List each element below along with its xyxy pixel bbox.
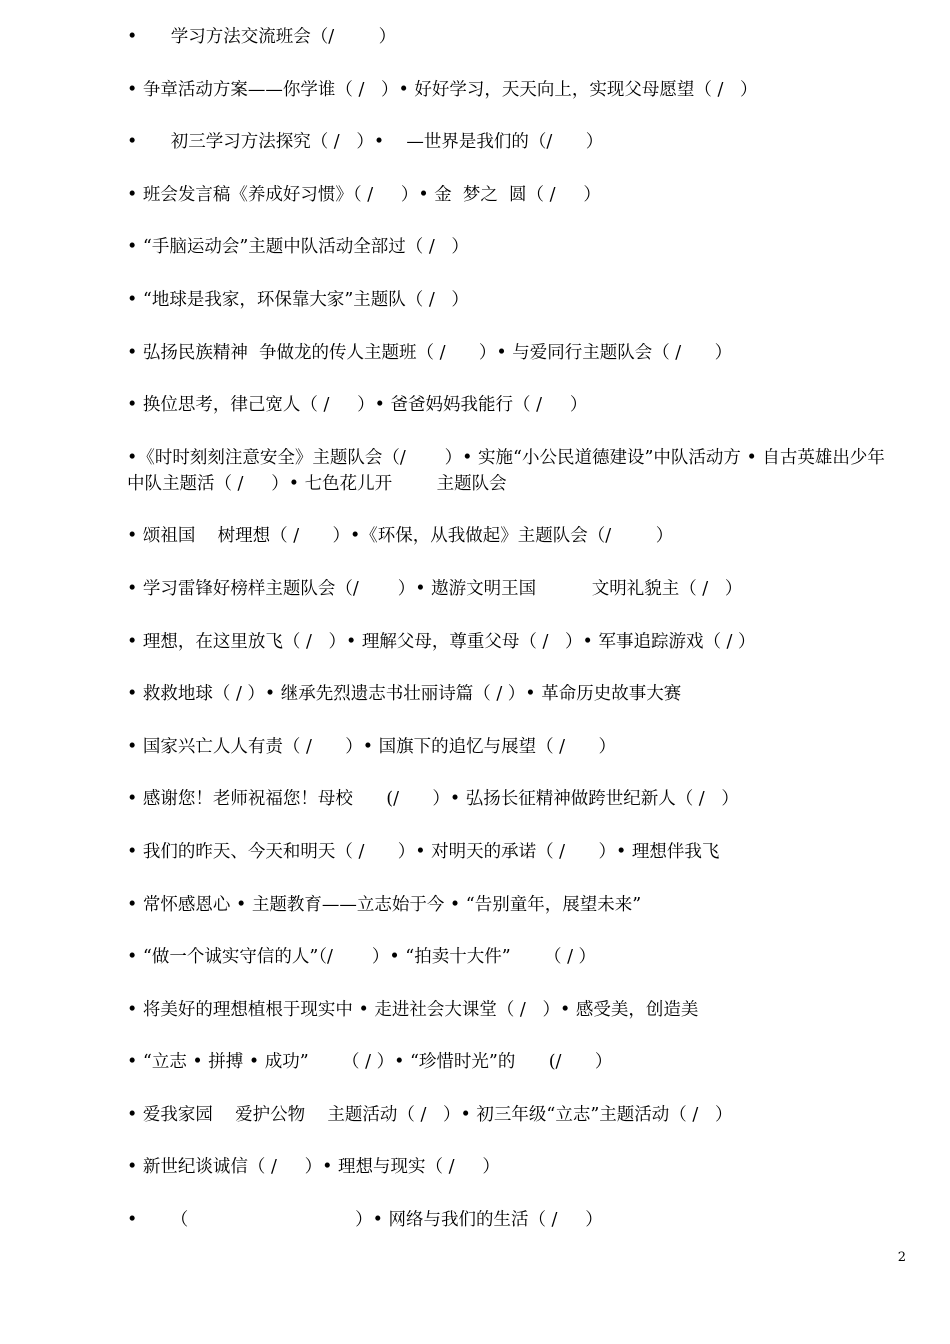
- list-item: • 爱我家园 爱护公物 主题活动（ / ）• 初三年级“立志”主题活动（ / ）: [127, 1104, 733, 1125]
- list-item: • 我们的昨天、今天和明天（ / ）• 对明天的承诺（ / ）• 理想伴我飞: [127, 841, 720, 862]
- list-item: • 学习方法交流班会（/ ）: [127, 27, 397, 47]
- list-item: • 争章活动方案——你学谁（ / ）• 好好学习，天天向上，实现父母愿望（ / ）: [127, 79, 758, 100]
- list-item: • 新世纪谈诚信（ / ）• 理想与现实（ / ）: [127, 1157, 500, 1178]
- activity-list: [127, 24, 930, 1260]
- list-item: • 国家兴亡人人有责（ / ）• 国旗下的追忆与展望（ / ）: [127, 736, 616, 757]
- list-item: • 理想，在这里放飞（ / ）• 理解父母，尊重父母（ / ）• 军事追踪游戏（ / ）: [127, 631, 756, 652]
- list-item: • 换位思考，律己宽人（ / ）• 爸爸妈妈我能行（ / ）: [127, 395, 588, 416]
- list-item: • “手脑运动会”主题中队活动全部过（ / ）: [127, 237, 469, 258]
- list-item: • 常怀感恩心 • 主题教育——立志始于今 • “告别童年，展望未来”: [127, 894, 642, 915]
- list-item: • 学习雷锋好榜样主题队会（/ ）• 遨游文明王国 文明礼貌主（ / ）: [127, 578, 743, 599]
- list-item: • 将美好的理想植根于现实中 • 走进社会大课堂（ / ）• 感受美，创造美: [127, 999, 699, 1020]
- list-item: • 初三学习方法探究（ / ）• —世界是我们的（/ ）: [127, 132, 604, 153]
- list-item: •《时时刻刻注意安全》主题队会（/ ）• 实施“小公民道德建设”中队活动方 • 自古英雄出少年 中队主题活（ / ）• 七色花儿开 主题队会: [127, 447, 930, 494]
- list-item: • （ ）• 网络与我们的生活（ / ）: [127, 1210, 603, 1231]
- list-item: • 班会发言稿《养成好习惯》（ / ）• 金 梦之 圆（ / ）: [127, 184, 601, 205]
- page-number: 2: [897, 1250, 906, 1265]
- list-item: • 救救地球（ / ）• 继承先烈遗志书壮丽诗篇（ / ）• 革命历史故事大赛: [127, 684, 682, 705]
- list-item: • “地球是我家，环保靠大家”主题队（ / ）: [127, 289, 469, 310]
- list-item: • 颂祖国 树理想（ / ）•《环保，从我做起》主题队会（/ ）: [127, 526, 674, 547]
- list-item: • 弘扬民族精神 争做龙的传人主题班（ / ）• 与爱同行主题队会（ / ）: [127, 342, 733, 363]
- list-item: • 感谢您！老师祝福您！母校 (/ ）• 弘扬长征精神做跨世纪新人（ / ）: [127, 789, 739, 810]
- list-item: • “立志 • 拼搏 • 成功” （ / ）• “珍惜时光”的 (/ ）: [127, 1052, 613, 1073]
- list-item: • “做一个诚实守信的人”（/ ）• “拍卖十大件” （ / ）: [127, 947, 597, 968]
